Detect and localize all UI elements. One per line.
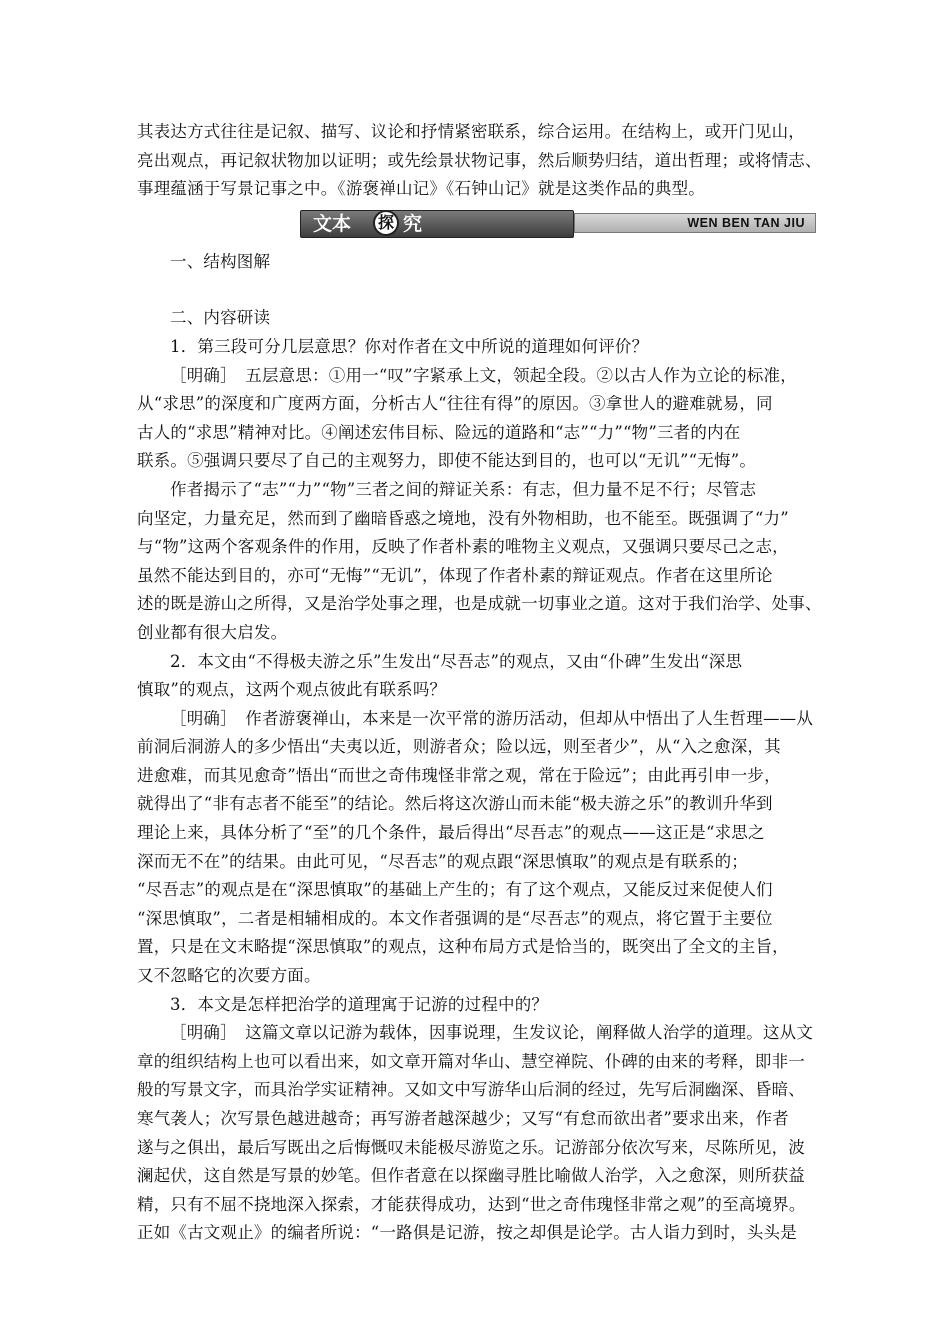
- answer-2-line: 进愈难，而其见愈奇”悟出“而世之奇伟瑰怪非常之观，常在于险远”；由此再引申一步，: [137, 765, 781, 785]
- answer-2-line: “深思慎取”，二者是相辅相成的。本文作者强调的是“尽吾志”的观点，将它置于主要位: [137, 908, 773, 928]
- answer-1b-line: 向坚定，力量充足，然而到了幽暗昏惑之境地，没有外物相助，也不能至。既强调了“力”: [137, 508, 789, 528]
- intro-line: 事理蕴涵于写景记事之中。《游褒禅山记》《石钟山记》就是这类作品的典型。: [137, 179, 705, 199]
- answer-1-line: 联系。⑤强调只要尽了自己的主观努力，即使不能达到目的，也可以“无讥”“无悔”。: [137, 451, 757, 471]
- banner-pinyin: WEN BEN TAN JIU: [687, 215, 805, 230]
- answer-1b-line: 创业都有很大启发。: [137, 622, 288, 642]
- answer-3-line: 精，只有不屈不挠地深入探索，才能获得成功，达到“世之奇伟瑰怪非常之观”的至高境界。: [137, 1194, 806, 1214]
- answer-3-line: 般的写景文字，而具治学实证精神。又如文中写游华山后洞的经过，先写后洞幽深、昏暗、: [137, 1080, 805, 1100]
- answer-3-line: 正如《古文观止》的编者所说：“一路俱是记游，按之却俱是论学。古人诣力到时，头头是: [137, 1223, 797, 1243]
- section-banner: [300, 210, 816, 236]
- answer-3-line: 澜起伏，这自然是写景的妙笔。但作者意在以探幽寻胜比喻做人治学，入之愈深，则所获益: [137, 1166, 805, 1186]
- answer-1-line: 古人的“求思”精神对比。④阐述宏伟目标、险远的道路和“志”“力”“物”三者的内在: [137, 422, 741, 442]
- question-1: 1．第三段可分几层意思？你对作者在文中所说的道理如何评价？: [170, 336, 649, 356]
- answer-2-line: 就得出了“非有志者不能至”的结论。然后将这次游山而未能“极夫游之乐”的教训升华到: [137, 794, 773, 814]
- answer-2-line: 深而无不在”的结果。由此可见，“尽吾志”的观点跟“深思慎取”的观点是有联系的；: [137, 851, 748, 871]
- answer-2-line: 理论上来，具体分析了“至”的几个条件，最后得出“尽吾志”的观点——这正是“求思之: [137, 823, 765, 843]
- answer-3-line: 遂与之俱出，最后写既出之后悔慨叹未能极尽游览之乐。记游部分依次写来，尽陈所见，波: [137, 1137, 805, 1157]
- intro-line: 其表达方式往往是记叙、描写、议论和抒情紧密联系，综合运用。在结构上，或开门见山，: [137, 122, 805, 141]
- answer-1b-line: 作者揭示了“志”“力”“物”三者之间的辩证关系：有志，但力量不足不行；尽管志: [170, 479, 757, 499]
- blank-space: [137, 276, 827, 304]
- answer-1-line: ［明确］ 五层意思：①用一“叹”字紧承上文，领起全段。②以古人作为立论的标准，: [170, 365, 797, 385]
- answer-3-line: 寒气袭人；次写景色越进越奇；再写游者越深越少；又写“有怠而欲出者”要求出来，作者: [137, 1109, 789, 1128]
- question-3: 3．本文是怎样把治学的道理寓于记游的过程中的？: [170, 994, 549, 1014]
- banner-pinyin-strip: [574, 213, 816, 233]
- answer-2-line: 置，只是在文末略提“深思慎取”的观点，这种布局方式是恰当的，既突出了全文的主旨，: [137, 937, 789, 957]
- banner-title-block: [300, 210, 574, 238]
- section-heading-content: 二、内容研读: [170, 308, 271, 328]
- intro-line: 亮出观点，再记叙状物加以证明；或先绘景状物记事，然后顺势归结，道出哲理；或将情志、: [137, 150, 822, 170]
- answer-2-line: “尽吾志”的观点是在“深思慎取”的基础上产生的；有了这个观点，又能反过来促使人们: [137, 880, 773, 900]
- answer-1-line: 从“求思”的深度和广度两方面，分析古人“往往有得”的原因。③拿世人的避难就易，同: [137, 394, 773, 414]
- answer-2-line: 又不忽略它的次要方面。: [137, 966, 321, 986]
- section-banner-row: [137, 204, 827, 248]
- document-page: [137, 118, 827, 1248]
- banner-circle-character: 探: [373, 210, 399, 236]
- banner-title-part-1: 文本: [313, 212, 352, 235]
- question-2: 慎取”的观点，这两个观点彼此有联系吗？: [137, 680, 447, 700]
- banner-title-part-2: 究: [403, 212, 423, 235]
- answer-2-line: ［明确］ 作者游褒禅山，本来是一次平常的游历活动，但却从中悟出了人生哲理——从: [170, 708, 814, 728]
- answer-1b-line: 述的既是游山之所得，又是治学处事之理，也是成就一切事业之道。这对于我们治学、处事、: [137, 594, 822, 614]
- question-2: 2．本文由“不得极夫游之乐”生发出“尽吾志”的观点，又由“仆碑”生发出“深思: [170, 651, 743, 671]
- answer-3-line: 章的组织结构上也可以看出来，如文章开篇对华山、慧空禅院、仆碑的由来的考释，即非一: [137, 1051, 805, 1071]
- answer-3-line: ［明确］ 这篇文章以记游为载体，因事说理，生发议论，阐释做人治学的道理。这从文: [170, 1023, 814, 1043]
- answer-2-line: 前洞后洞游人的多少悟出“夫夷以近，则游者众；险以远，则至者少”，从“入之愈深，其: [137, 737, 781, 757]
- answer-1b-line: 与“物”这两个客观条件的作用，反映了作者朴素的唯物主义观点，又强调只要尽己之志，: [137, 537, 789, 557]
- answer-1b-line: 虽然不能达到目的，亦可“无悔”“无讥”，体现了作者朴素的辩证观点。作者在这里所论: [137, 565, 773, 585]
- section-heading-structure: 一、结构图解: [170, 251, 271, 271]
